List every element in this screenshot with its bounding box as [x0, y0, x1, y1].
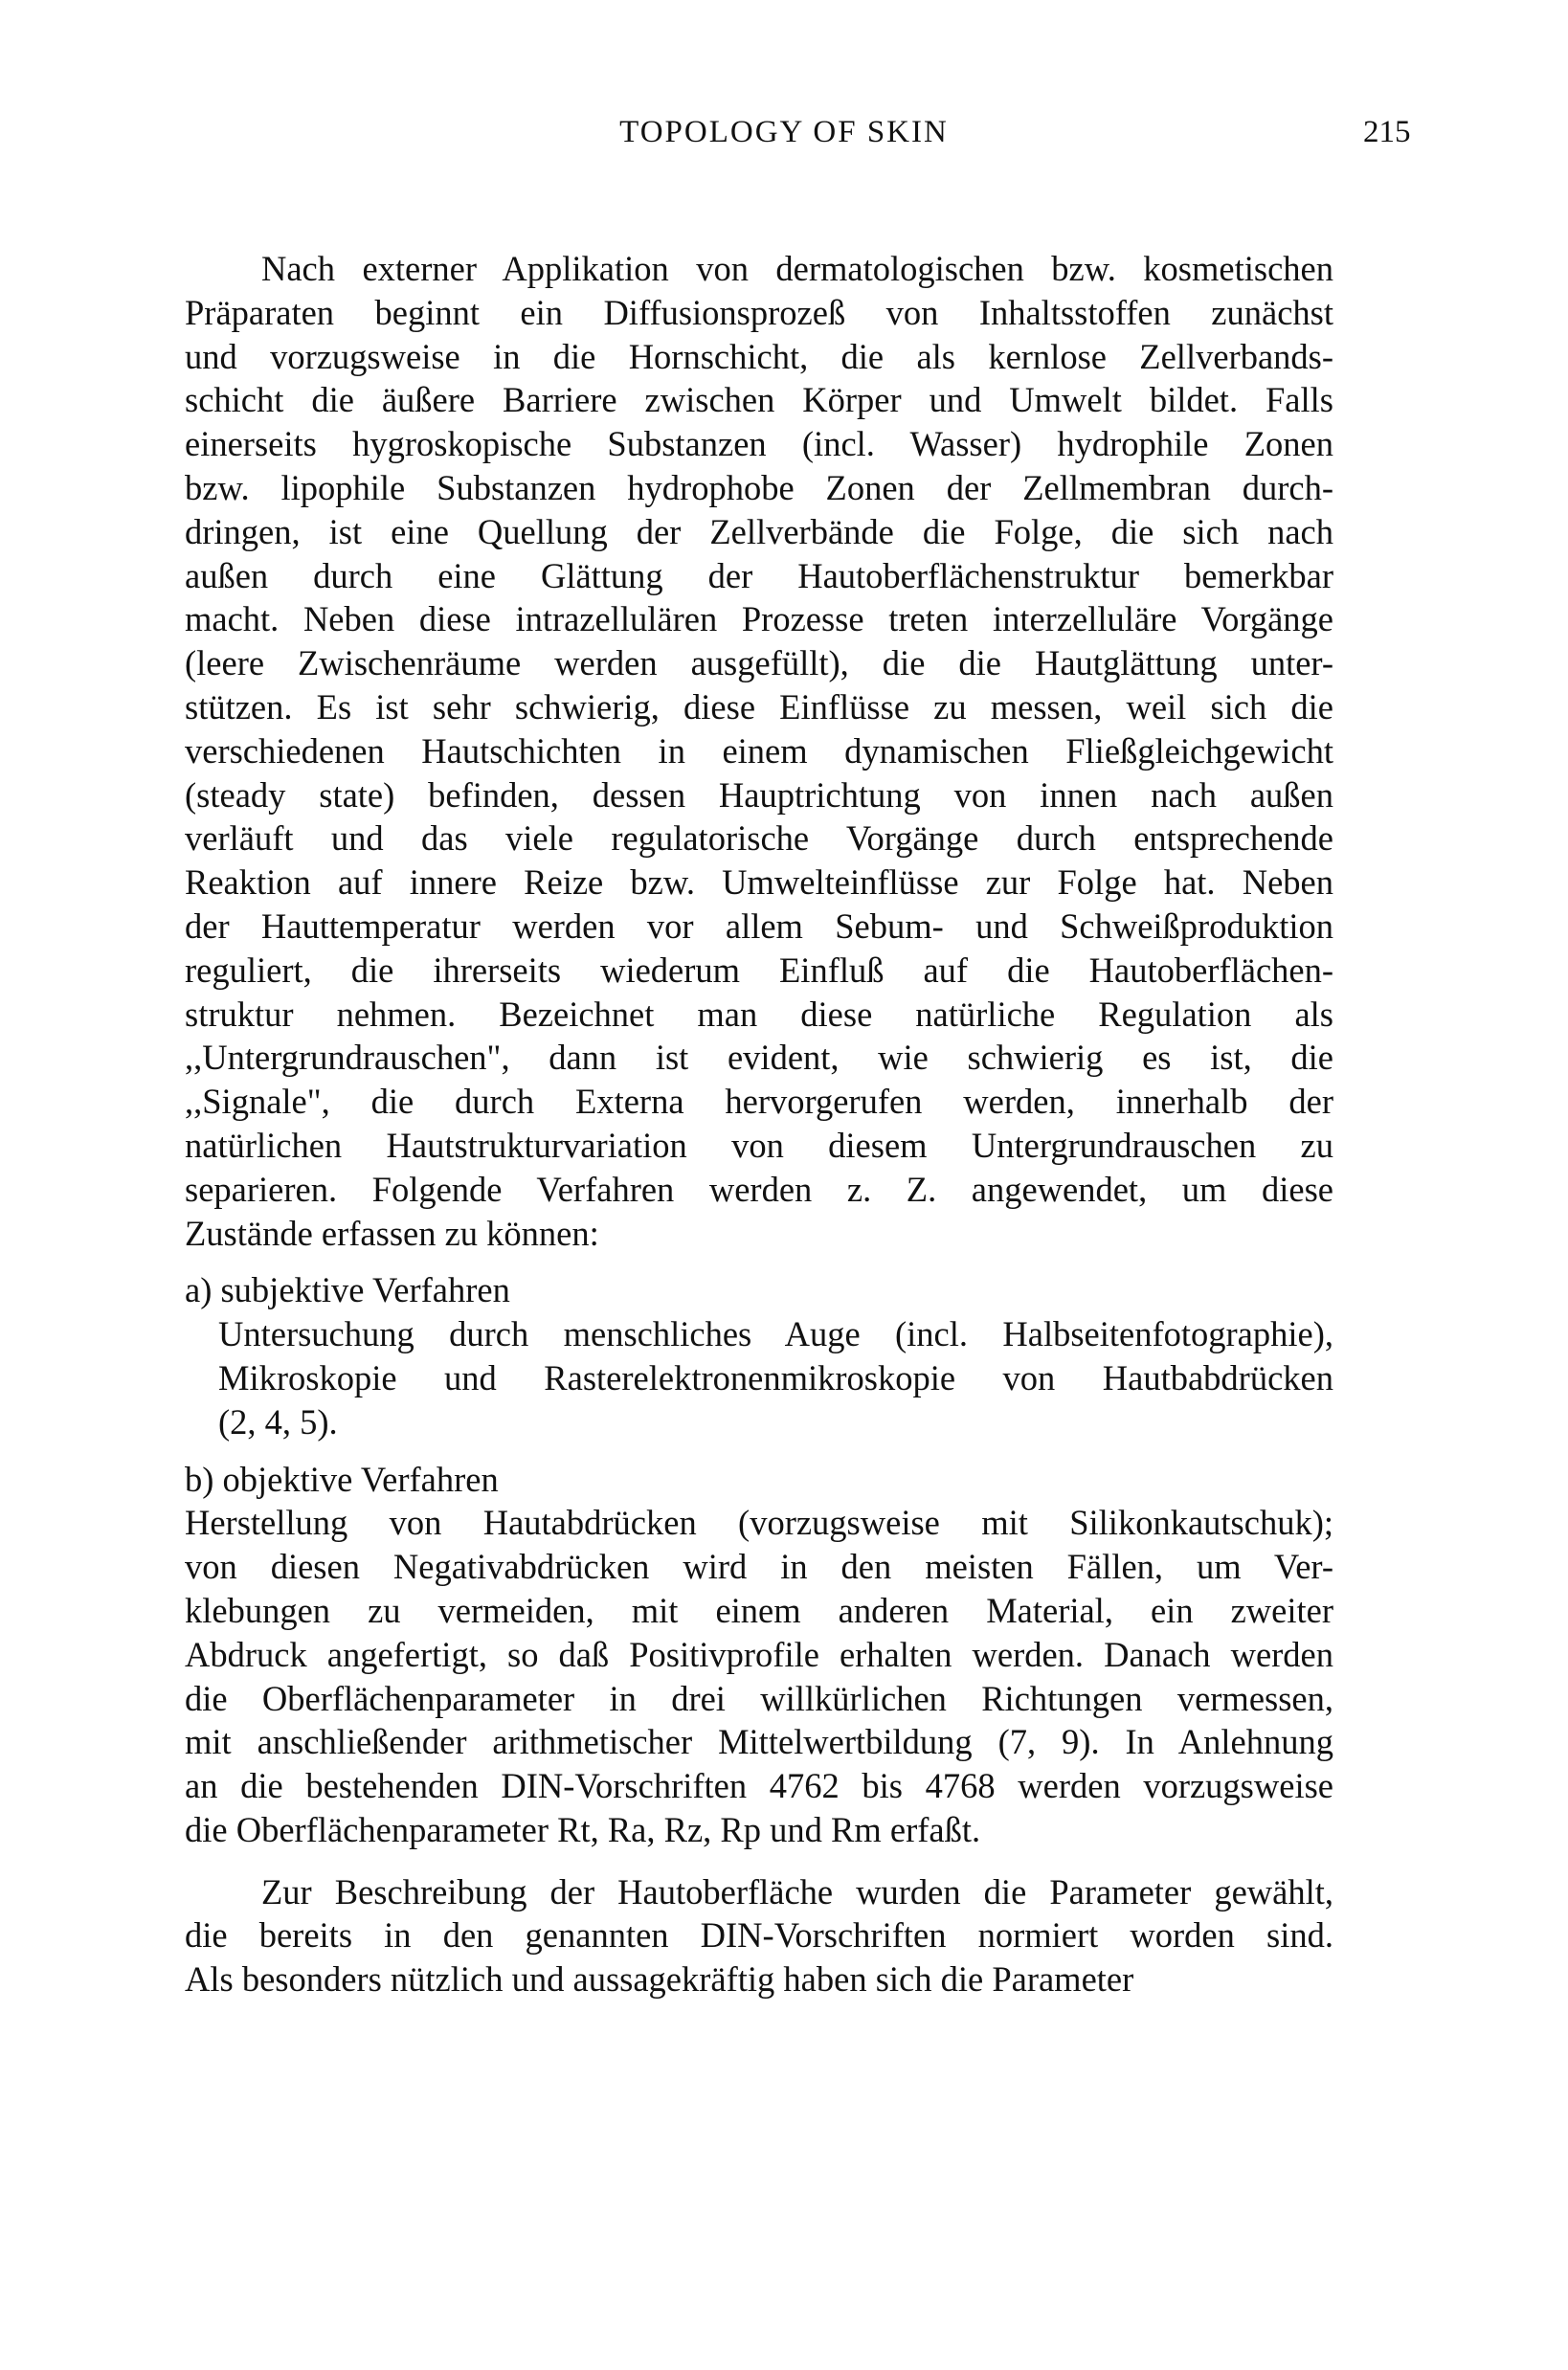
text-line: ,,Signale", die durch Externa hervorgerufen werden, innerhalb der: [185, 1082, 1333, 1122]
text-line: (steady state) befinden, dessen Hauptrichtung von innen nach außen: [185, 774, 1333, 815]
text-line: separieren. Folgende Verfahren werden z. Z. angewendet, um diese: [185, 1169, 1333, 1209]
text-line: reguliert, die ihrerseits wiederum Einfluß auf die Hautoberflächen-: [185, 950, 1333, 990]
text-line: der Hauttemperatur werden vor allem Sebum- und Schweißproduktion: [185, 906, 1333, 946]
text-line: Mikroskopie und Rasterelektronenmikroskopie von Hautbabdrücken: [218, 1357, 1333, 1397]
text-line: a) subjektive Verfahren: [185, 1270, 510, 1310]
text-line: macht. Neben diese intrazellulären Prozesse treten interzelluläre Vorgänge: [185, 599, 1333, 639]
text-line: die Oberflächenparameter in drei willkürlichen Richtungen vermessen,: [185, 1678, 1333, 1718]
text-line: struktur nehmen. Bezeichnet man diese natürliche Regulation als: [185, 994, 1333, 1034]
text-line: Präparaten beginnt ein Diffusionsprozeß von Inhaltsstoffen zunächst: [185, 292, 1333, 332]
text-line: Untersuchung durch menschliches Auge (incl. Halbseitenfotographie),: [218, 1314, 1333, 1354]
text-line: Zustände erfassen zu können:: [185, 1213, 599, 1253]
text-line: verschiedenen Hautschichten in einem dynamischen Fließgleichgewicht: [185, 730, 1333, 771]
text-line: von diesen Negativabdrücken wird in den meisten Fällen, um Ver-: [185, 1547, 1333, 1587]
text-line: (leere Zwischenräume werden ausgefüllt), die die Hautglättung unter-: [185, 643, 1333, 683]
text-line: Abdruck angefertigt, so daß Positivprofile erhalten werden. Danach werden: [185, 1634, 1333, 1674]
text-line: einerseits hygroskopische Substanzen (incl. Wasser) hydrophile Zonen: [185, 424, 1333, 464]
text-line: natürlichen Hautstrukturvariation von diesem Untergrundrauschen zu: [185, 1125, 1333, 1165]
body-text: [185, 247, 1333, 2001]
paragraph: [185, 247, 1333, 1255]
text-line: Zur Beschreibung der Hautoberfläche wurden die Parameter gewählt,: [261, 1871, 1333, 1912]
list-item: [185, 1268, 1333, 1443]
text-line: klebungen zu vermeiden, mit einem anderen Material, ein zweiter: [185, 1590, 1333, 1630]
text-line: die bereits in den genannten DIN-Vorschriften normiert worden sind.: [185, 1915, 1333, 1956]
text-line: b) objektive Verfahren: [185, 1459, 499, 1499]
page-number: 215: [1363, 115, 1411, 149]
text-line: bzw. lipophile Substanzen hydrophobe Zonen der Zellmembran durch-: [185, 467, 1333, 507]
text-line: Nach externer Applikation von dermatologischen bzw. kosmetischen: [261, 249, 1333, 288]
text-line: mit anschließender arithmetischer Mittelwertbildung (7, 9). In Anlehnung: [185, 1722, 1333, 1762]
text-line: außen durch eine Glättung der Hautoberflächenstruktur bemerkbar: [185, 555, 1333, 595]
text-line: dringen, ist eine Quellung der Zellverbände die Folge, die sich nach: [185, 511, 1333, 551]
text-line: schicht die äußere Barriere zwischen Körper und Umwelt bildet. Falls: [185, 380, 1333, 420]
paragraph: [185, 1870, 1333, 2001]
text-line: die Oberflächenparameter Rt, Ra, Rz, Rp und Rm erfaßt.: [185, 1809, 981, 1849]
text-line: (2, 4, 5).: [218, 1401, 338, 1442]
text-line: an die bestehenden DIN-Vorschriften 4762 bis 4768 werden vorzugsweise: [185, 1766, 1333, 1806]
running-title: TOPOLOGY OF SKIN: [619, 115, 949, 149]
text-line: verläuft und das viele regulatorische Vorgänge durch entsprechende: [185, 818, 1333, 859]
text-line: und vorzugsweise in die Hornschicht, die als kernlose Zellverbands-: [185, 336, 1333, 376]
text-line: Herstellung von Hautabdrücken (vorzugsweise mit Silikonkautschuk);: [185, 1503, 1333, 1543]
list-item: [185, 1458, 1333, 1852]
text-line: stützen. Es ist sehr schwierig, diese Einflüsse zu messen, weil sich die: [185, 686, 1333, 727]
text-line: ,,Untergrundrauschen", dann ist evident, wie schwierig es ist, die: [185, 1038, 1333, 1078]
text-line: Reaktion auf innere Reize bzw. Umwelteinflüsse zur Folge hat. Neben: [185, 862, 1333, 903]
text-line: Als besonders nützlich und aussagekräftig haben sich die Parameter: [185, 1959, 1134, 2000]
